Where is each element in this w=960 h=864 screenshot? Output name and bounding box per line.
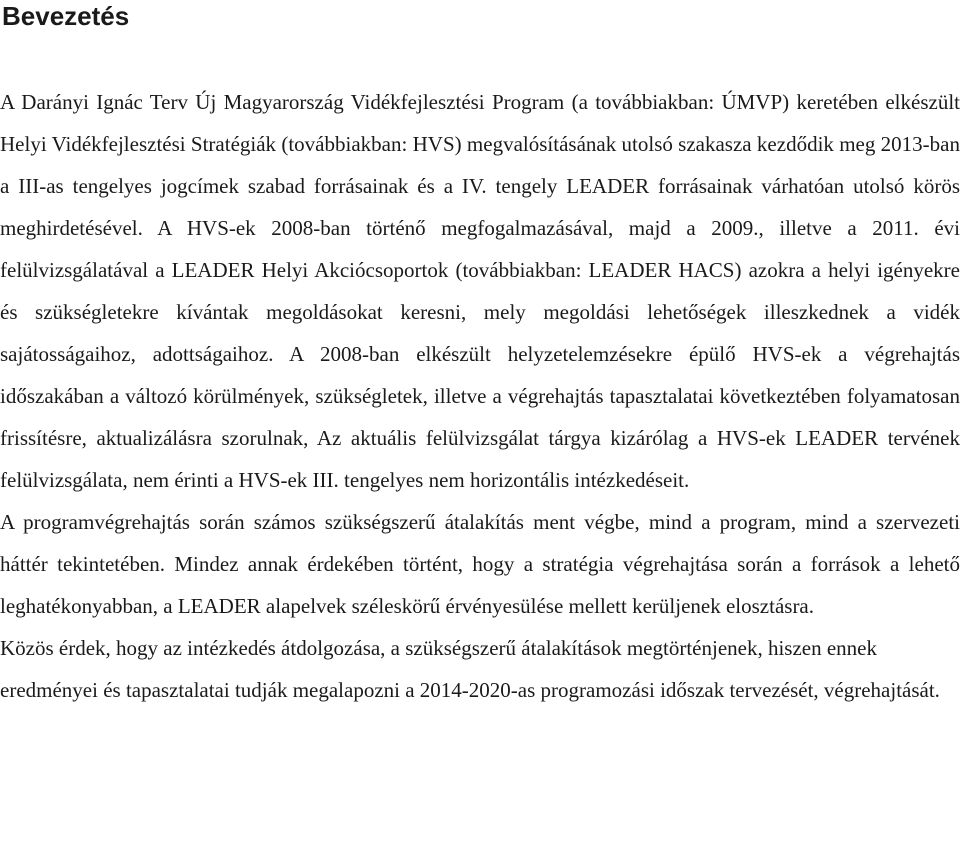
page-title: Bevezetés	[2, 1, 130, 31]
paragraph-program-implementation: A programvégrehajtás során számos szükségszerű átalakítás ment végbe, mind a program, mind a szervezeti háttér tekintetében. Mindez annak érdekében történt, hogy a stratégia végrehajtása során a források a lehető leghatékonyabban, a LEADER alapelvek széleskörű érvényesülése mellett kerüljenek elosztásra.	[0, 510, 960, 618]
document-body	[0, 81, 960, 711]
paragraph-intro: A Darányi Ignác Terv Új Magyarország Vidékfejlesztési Program (a továbbiakban: ÚMVP) keretében elkészült Helyi Vidékfejlesztési Stratégiák (továbbiakban: HVS) megvalósításának utolsó szakasza kezdődik meg 2013-ban a III-as tengelyes jogcímek szabad forrásainak és a IV. tengely LEADER forrásainak várhatóan utolsó körös meghirdetésével. A HVS-ek 2008-ban történő megfogalmazásával, majd a 2009., illetve a 2011. évi felülvizsgálatával a LEADER Helyi Akciócsoportok (továbbiakban: LEADER HACS) azokra a helyi igényekre és szükségletekre kívántak megoldásokat keresni, mely megoldási lehetőségek illeszkednek a vidék sajátosságaihoz, adottságaihoz. A 2008-ban elkészült helyzetelemzésekre épülő HVS-ek a végrehajtás időszakában a változó körülmények, szükségletek, illetve a végrehajtás tapasztalatai következtében folyamatosan frissítésre, aktualizálásra szorulnak, Az aktuális felülvizsgálat tárgya kizárólag a HVS-ek LEADER tervének felülvizsgálata, nem érinti a HVS-ek III. tengelyes nem horizontális intézkedéseit.	[0, 90, 960, 492]
paragraph-common-interest: Közös érdek, hogy az intézkedés átdolgozása, a szükségszerű átalakítások megtörténjenek, hiszen ennek eredményei és tapasztalatai tudják megalapozni a 2014-2020-as programozási időszak tervezését, végrehajtását.	[0, 636, 940, 702]
